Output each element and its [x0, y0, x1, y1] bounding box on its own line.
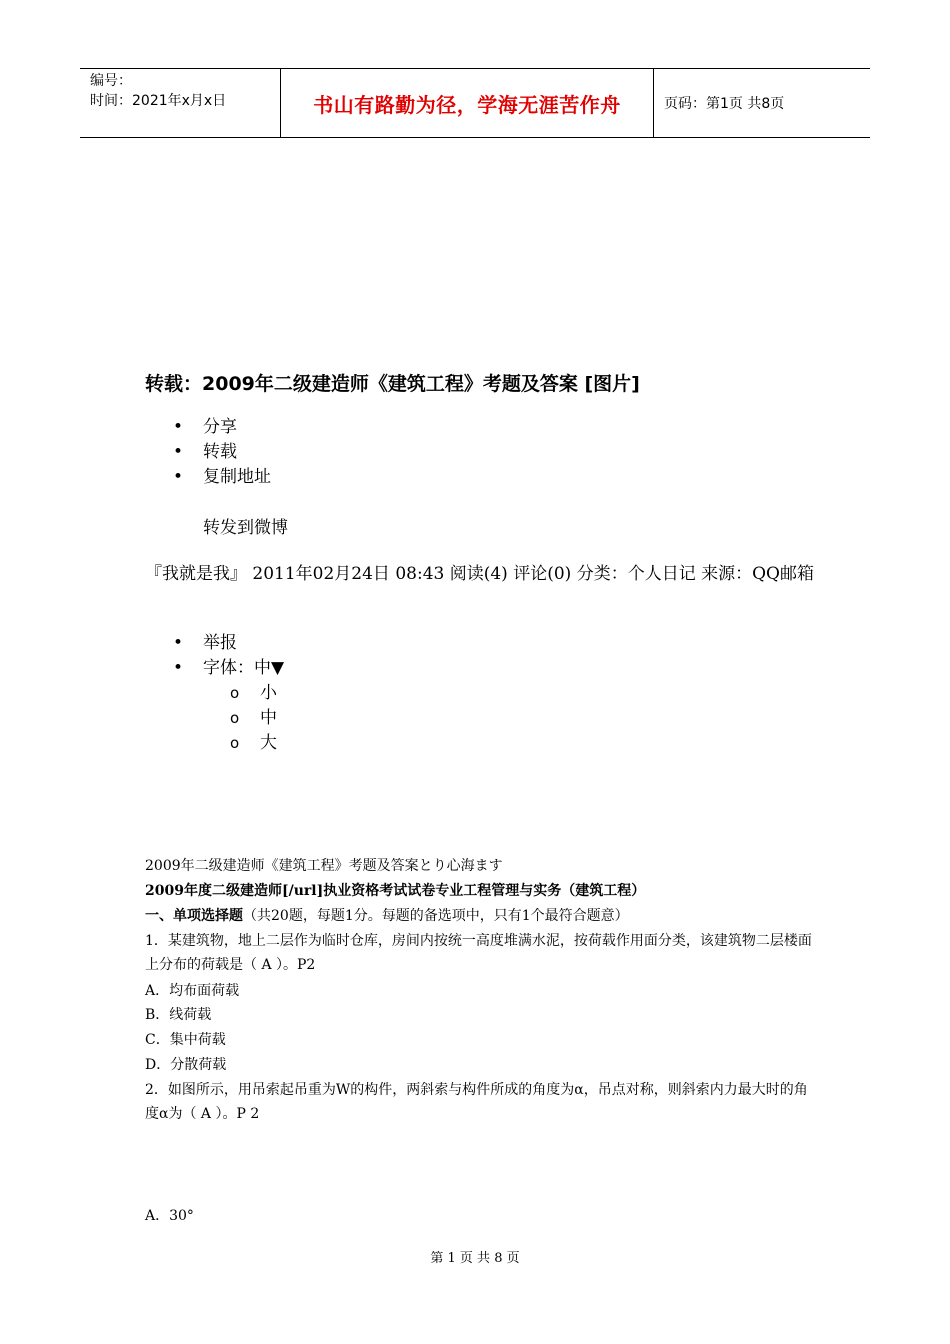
page-info-cell: [654, 69, 870, 137]
report-link[interactable]: [147, 631, 284, 656]
header-info: [80, 69, 281, 137]
font-option-small[interactable]: [230, 681, 277, 706]
tools-list: [147, 631, 284, 681]
bullet-icon: •: [173, 442, 184, 462]
font-option-medium[interactable]: [230, 706, 277, 731]
content-intro: 2009年二级建造师《建筑工程》考题及答案とり心海ます: [145, 858, 503, 874]
q1-option-a: A．均布面荷载: [145, 983, 240, 999]
q2-option-a: A．30°: [145, 1208, 194, 1224]
document-header: [80, 68, 870, 138]
bullet-icon: •: [173, 417, 184, 437]
font-option-large[interactable]: [230, 731, 277, 756]
header-motto-cell: [281, 69, 654, 137]
circle-bullet-icon: o: [230, 709, 240, 727]
time-label: 时间：2021年x月x日: [90, 93, 227, 109]
action-list: [147, 415, 271, 490]
font-option-label: 大: [260, 733, 277, 753]
copy-address-label: 复制地址: [203, 467, 271, 487]
bullet-icon: •: [173, 633, 184, 653]
share-link[interactable]: [147, 415, 271, 440]
page-info: 页码：第1页 共8页: [664, 96, 785, 112]
weibo-forward-link[interactable]: 转发到微博: [203, 518, 288, 538]
question-2: 2．如图所示，用吊索起吊重为W的构件，两斜索与构件所成的角度为α，吊点对称，则斜索内力最大时的角度α为（ A ）。P 2: [145, 1082, 808, 1122]
motto-text: 书山有路勤为径，学海无涯苦作舟: [313, 92, 621, 117]
repost-link[interactable]: [147, 440, 271, 465]
section-heading-note: （共20题，每题1分。每题的备选项中，只有1个最符合题意）: [243, 908, 629, 924]
font-size-label: 字体：中▼: [203, 658, 285, 678]
q1-option-c: C．集中荷载: [145, 1032, 226, 1048]
font-option-label: 中: [260, 708, 277, 728]
q1-option-d: D．分散荷载: [145, 1057, 227, 1073]
share-label: 分享: [203, 417, 237, 437]
report-label: 举报: [203, 633, 237, 653]
circle-bullet-icon: o: [230, 734, 240, 752]
page-footer: 第 1 页 共 8 页: [430, 1251, 520, 1266]
repost-label: 转载: [203, 442, 237, 462]
exam-title: 2009年度二级建造师[/url]执业资格考试试卷专业工程管理与实务（建筑工程）: [145, 883, 646, 899]
article-title: 转载：2009年二级建造师《建筑工程》考题及答案 [图片]: [145, 373, 640, 395]
font-size-dropdown[interactable]: [147, 656, 284, 681]
font-option-label: 小: [260, 683, 277, 703]
copy-address-link[interactable]: [147, 465, 271, 490]
font-options: [230, 681, 277, 756]
code-label: 编号：: [90, 73, 132, 89]
section-heading-bold: 一、单项选择题: [145, 908, 243, 924]
bullet-icon: •: [173, 467, 184, 487]
bullet-icon: •: [173, 658, 184, 678]
circle-bullet-icon: o: [230, 684, 240, 702]
article-meta: 『我就是我』 2011年02月24日 08:43 阅读(4) 评论(0) 分类：个人日记 来源：QQ邮箱: [145, 564, 814, 584]
question-1: 1．某建筑物，地上二层作为临时仓库，房间内按统一高度堆满水泥，按荷载作用面分类，该建筑物二层楼面上分布的荷载是（ A ）。P2: [145, 933, 812, 973]
section-heading: [145, 905, 629, 925]
q1-option-b: B．线荷载: [145, 1007, 212, 1023]
